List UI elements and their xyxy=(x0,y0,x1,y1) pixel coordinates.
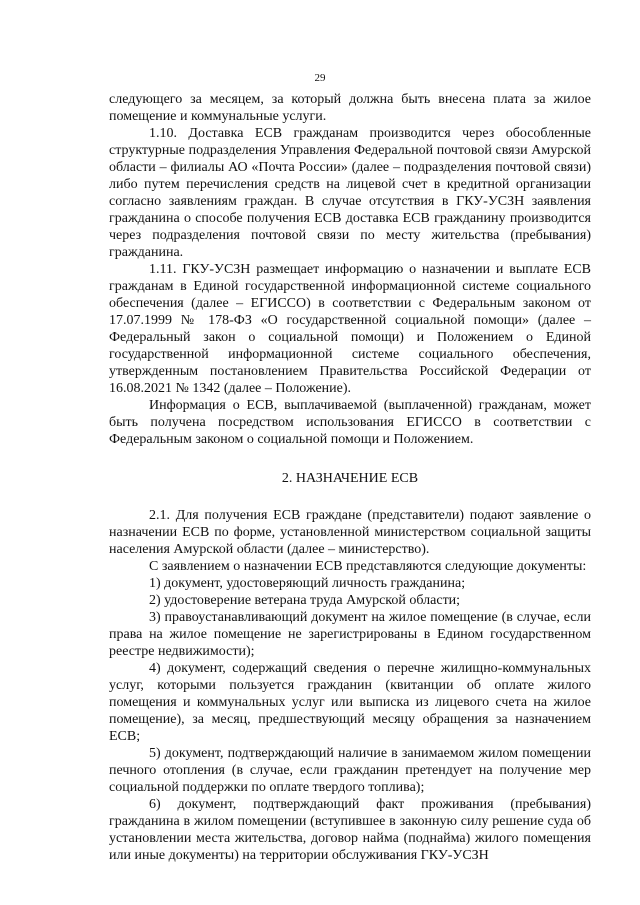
list-item-5: 5) документ, подтверждающий наличие в занимаемом жилом помещении печного отопления (в случае, если гражданин претендует на получение мер социальной поддержки по оплате твердого топлива); xyxy=(109,746,591,795)
list-item-3: 3) правоустанавливающий документ на жилое помещение (в случае, если права на жилое помещение не зарегистрированы в Едином государственном реестре недвижимости); xyxy=(109,610,591,659)
document-body xyxy=(109,91,591,864)
list-item-2: 2) удостоверение ветерана труда Амурской области; xyxy=(149,593,461,608)
list-item-6: 6) документ, подтверждающий факт проживания (пребывания) гражданина в жилом помещении (вступившее в законную силу решение суда об установлении места жительства, договор найма (поднайма) жилого помещения или иные документы) на территории обслуживания ГКУ-УСЗН xyxy=(109,797,591,863)
paragraph-egisso-info: Информация о ЕСВ, выплачиваемой (выплаченной) гражданам, может быть получена посредством использования ЕГИССО в соответствии с Федеральным законом о социальной помощи и Положением. xyxy=(109,398,591,447)
paragraph-1-11: 1.11. ГКУ-УСЗН размещает информацию о назначении и выплате ЕСВ гражданам в Единой государственной информационной системе социального обеспечения (далее – ЕГИССО) в соответствии с Федеральным законом от 17.07.1999 № 178-ФЗ «О государственной социальной помощи» (далее – Федеральный закон о социальной помощи) и Положением о Единой государственной информационной системе социального обеспечения, утвержденным постановлением Правительства Российской Федерации от 16.08.2021 № 1342 (далее – Положение). xyxy=(109,262,591,396)
page-number: 29 xyxy=(314,72,326,84)
paragraph-2-1: 2.1. Для получения ЕСВ граждане (представители) подают заявление о назначении ЕСВ по форме, установленной министерством социальной защиты населения Амурской области (далее – министерство). xyxy=(109,508,591,557)
paragraph-documents-intro: С заявлением о назначении ЕСВ представляются следующие документы: xyxy=(149,559,587,574)
paragraph-1-10: 1.10. Доставка ЕСВ гражданам производится через обособленные структурные подразделения Управления Федеральной почтовой связи Амурской области – филиалы АО «Почта России» (далее – подразделения почтовой связи) либо путем перечисления средств на лицевой счет в кредитной организации согласно заявлениям граждан. В случае отсутствия в ГКУ-УСЗН заявления гражданина о способе получения ЕСВ доставка ЕСВ гражданину производится через подразделения почтовой связи по месту жительства (пребывания) гражданина. xyxy=(109,126,591,260)
section-heading: 2. НАЗНАЧЕНИЕ ЕСВ xyxy=(281,471,419,486)
list-item-4: 4) документ, содержащий сведения о перечне жилищно-коммунальных услуг, которыми пользуется гражданин (квитанции об оплате жилого помещения и коммунальных услуг или выписка из лицевого счета на жилое помещение), за месяц, предшествующий месяцу обращения за назначением ЕСВ; xyxy=(109,661,591,744)
paragraph-continuation: следующего за месяцем, за который должна быть внесена плата за жилое помещение и коммунальные услуги. xyxy=(109,92,591,124)
list-item-1: 1) документ, удостоверяющий личность гражданина; xyxy=(149,576,466,591)
